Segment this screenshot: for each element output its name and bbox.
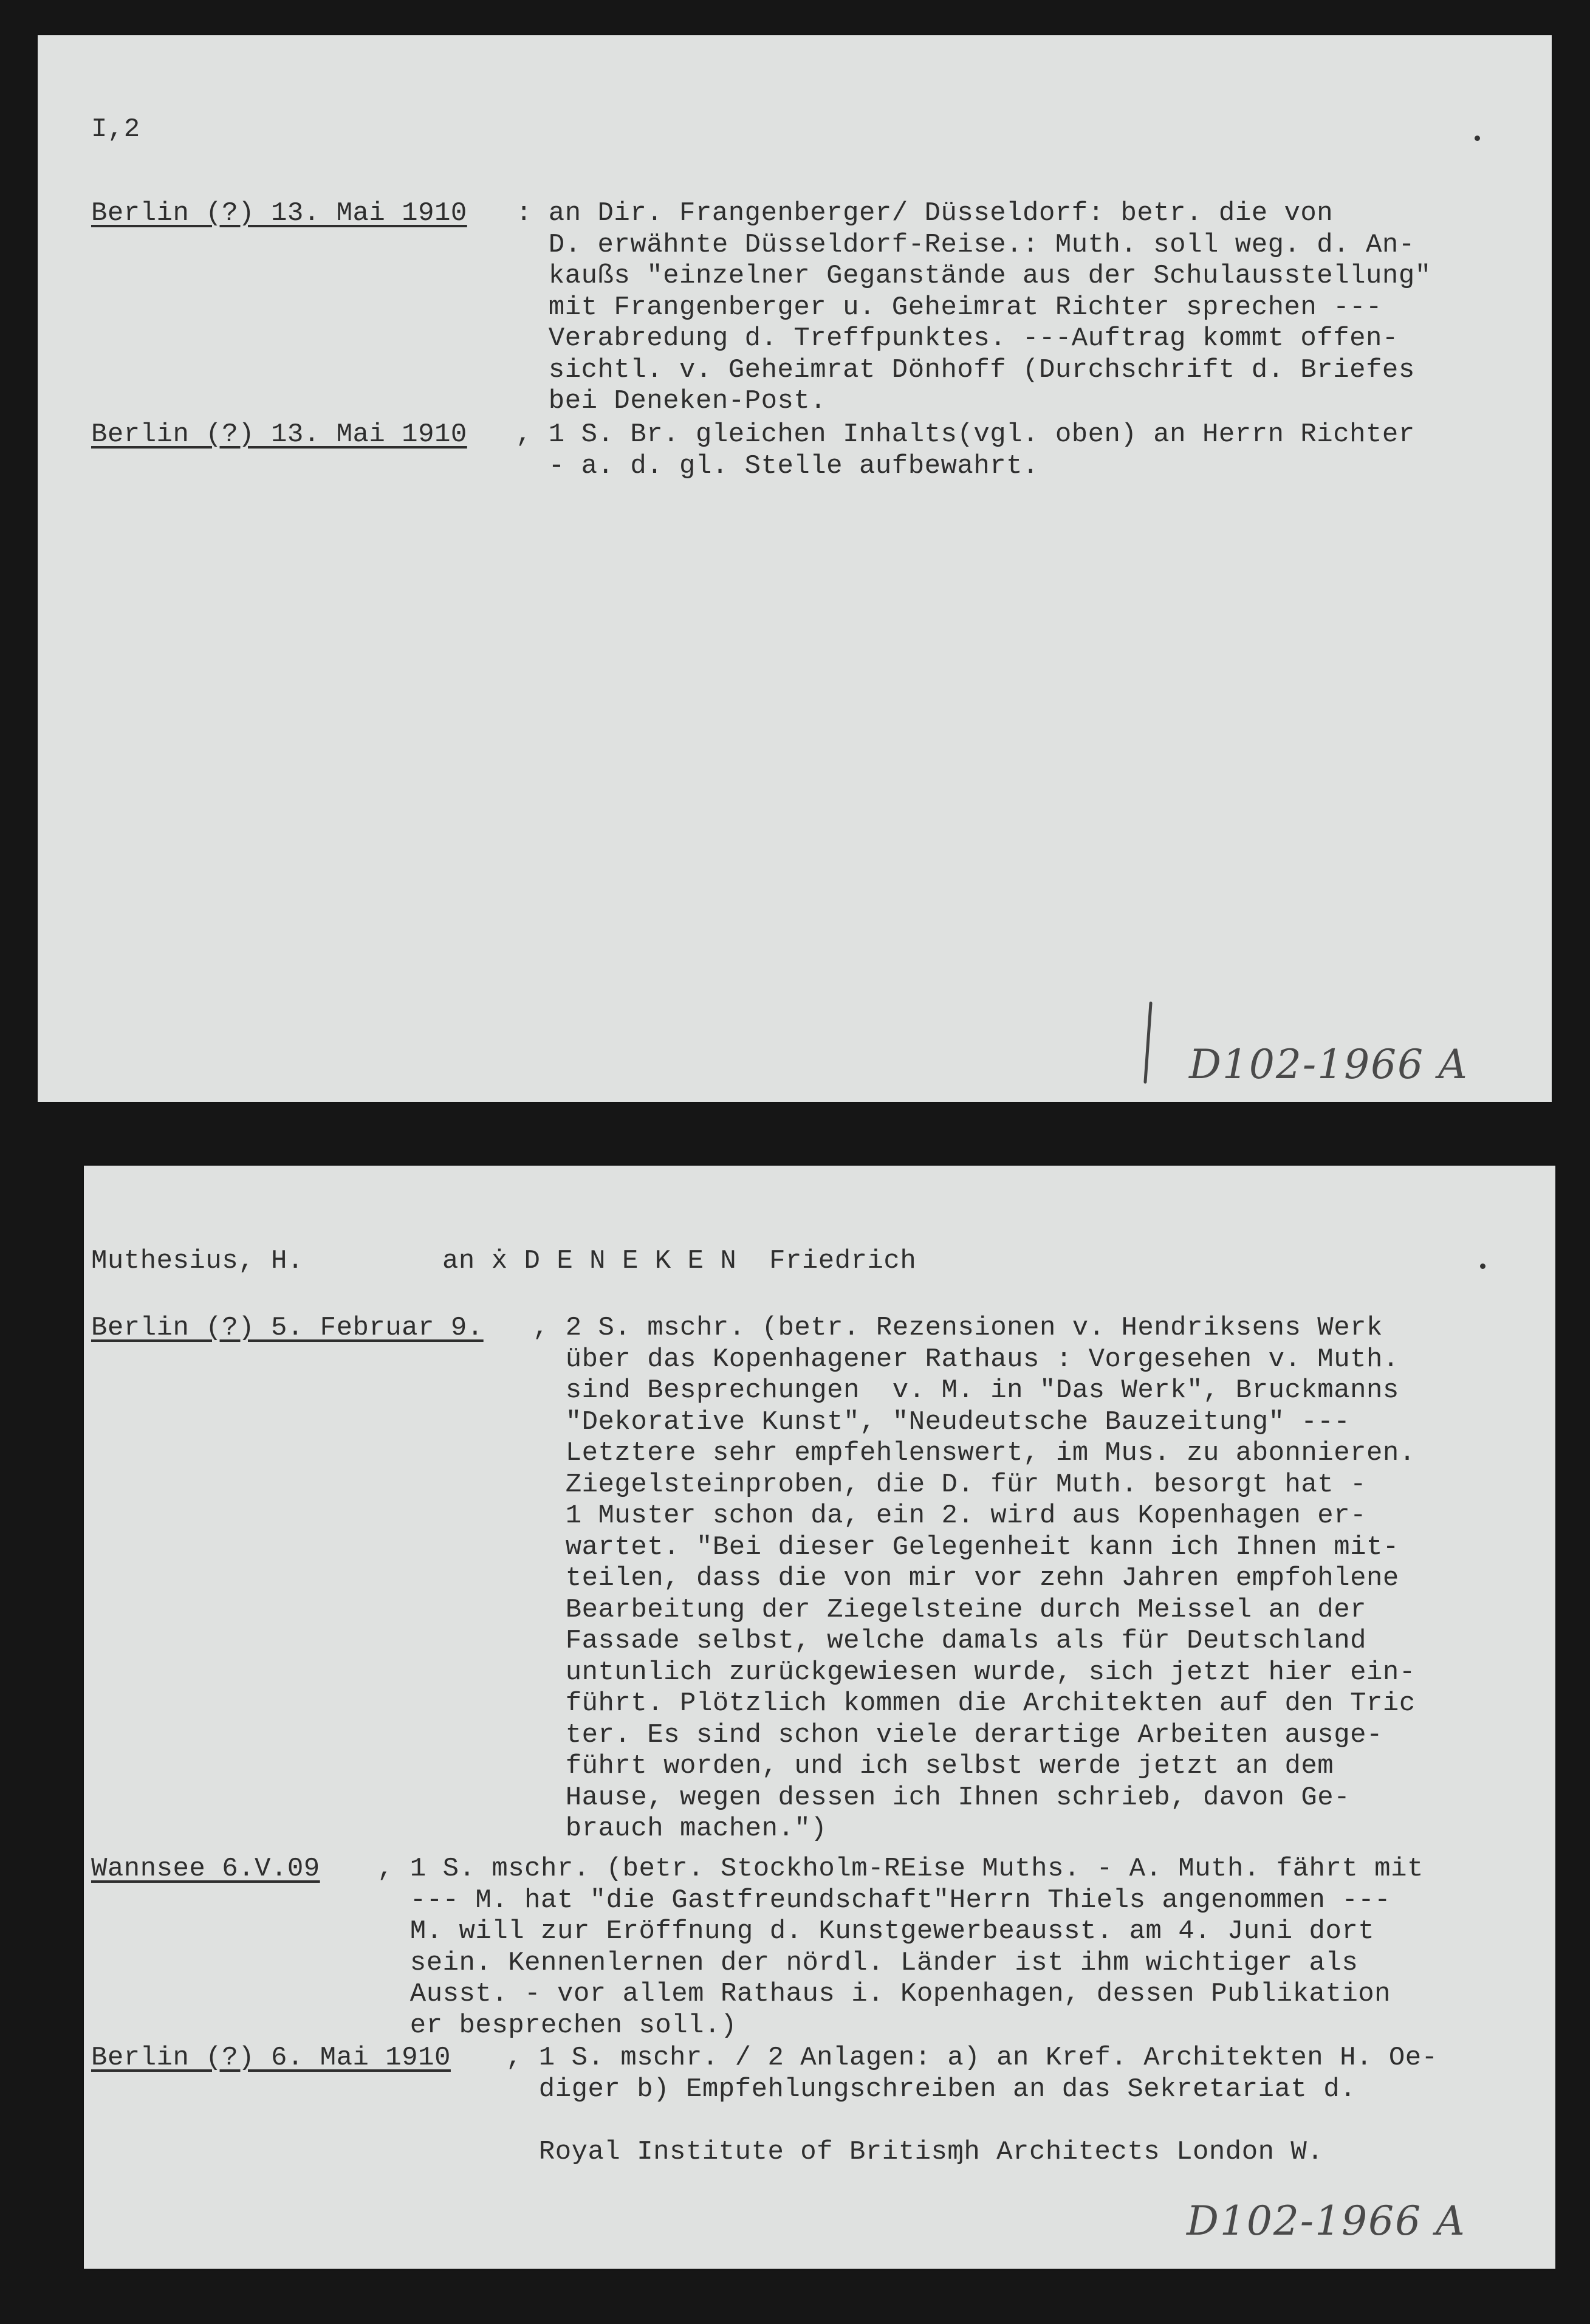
- card-author: Muthesius, H.: [91, 1246, 304, 1276]
- index-card-1: [38, 35, 1552, 1102]
- ink-dot: [1480, 1263, 1485, 1269]
- pencil-mark: [1143, 1002, 1152, 1084]
- entry-date: Berlin (?) 13. Mai 1910: [91, 419, 467, 450]
- entry-date: Wannsee 6.V.09: [91, 1854, 320, 1884]
- entry-text: , 1 S. mschr. (betr. Stockholm-REise Muths. - A. Muth. fährt mit --- M. hat "die Gastfreundschaft"Herrn Thiels angenommen --- M. will zur Eröffnung d. Kunstgewerbeausst. am 4. Juni dort sein. Kennenlernen der nördl. Länder ist ihm wichtiger als Ausst. - vor allem Rathaus i. Kopenhagen, dessen Publikation er besprechen soll.): [377, 1854, 1424, 2041]
- entry-text: , 1 S. mschr. / 2 Anlagen: a) an Kref. Architekten H. Oe- diger b) Empfehlungschreiben an das Sekretariat d. Royal Institute of Britisɱh Architects London W.: [506, 2043, 1438, 2167]
- index-card-2: [84, 1166, 1555, 2269]
- card-recipient: an ẋ D E N E K E N Friedrich: [442, 1246, 917, 1276]
- entry-text: , 1 S. Br. gleichen Inhalts(vgl. oben) an Herrn Richter - a. d. gl. Stelle aufbewahrt.: [516, 419, 1415, 481]
- archive-number: D102-1966 A: [1187, 2198, 1466, 2244]
- archive-number: D102-1966 A: [1189, 1041, 1468, 1088]
- entry-text: : an Dir. Frangenberger/ Düsseldorf: betr. die von D. erwähnte Düsseldorf-Reise.: Muth. soll weg. d. An- kaußs "einzelner Geganstände aus der Schulausstellung" mit Frangenberger u. Geheimrat Richter sprechen --- Verabredung d. Treffpunktes. ---Auftrag kommt offen- sichtl. v. Geheimrat Dönhoff (Durchschrift d. Briefes bei Deneken-Post.: [516, 198, 1431, 416]
- ink-dot: [1475, 136, 1480, 141]
- entry-date: Berlin (?) 6. Mai 1910: [91, 2043, 451, 2073]
- entry-text: , 2 S. mschr. (betr. Rezensionen v. Hendriksens Werk über das Kopenhagener Rathaus : Vorgesehen v. Muth. sind Besprechungen v. M. in "Das Werk", Bruckmanns "Dekorative Kunst", "Neudeutsche Bauzeitung" --- Letztere sehr empfehlenswert, im Mus. zu abonnieren. Ziegelsteinproben, die D. für Muth. besorgt hat - 1 Muster schon da, ein 2. wird aus Kopenhagen er- wartet. "Bei dieser Gelegenheit kann ich Ihnen mit- teilen, dass die von mir vor zehn Jahren empfohlene Bearbeitung der Ziegelsteine durch Meissel an der Fassade selbst, welche damals als für Deutschland untunlich zurückgewiesen wurde, sich jetzt hier ein- führt. Plötzlich kommen die Architekten auf den Tric ter. Es sind schon viele derartige Arbeiten ausge- führt worden, und ich selbst werde jetzt an dem Hause, wegen dessen ich Ihnen schrieb, davon Ge- brauch machen."): [532, 1313, 1416, 1844]
- entry-date: Berlin (?) 5. Februar 9.: [91, 1313, 484, 1343]
- entry-date: Berlin (?) 13. Mai 1910: [91, 198, 467, 229]
- card-reference: I,2: [91, 114, 140, 145]
